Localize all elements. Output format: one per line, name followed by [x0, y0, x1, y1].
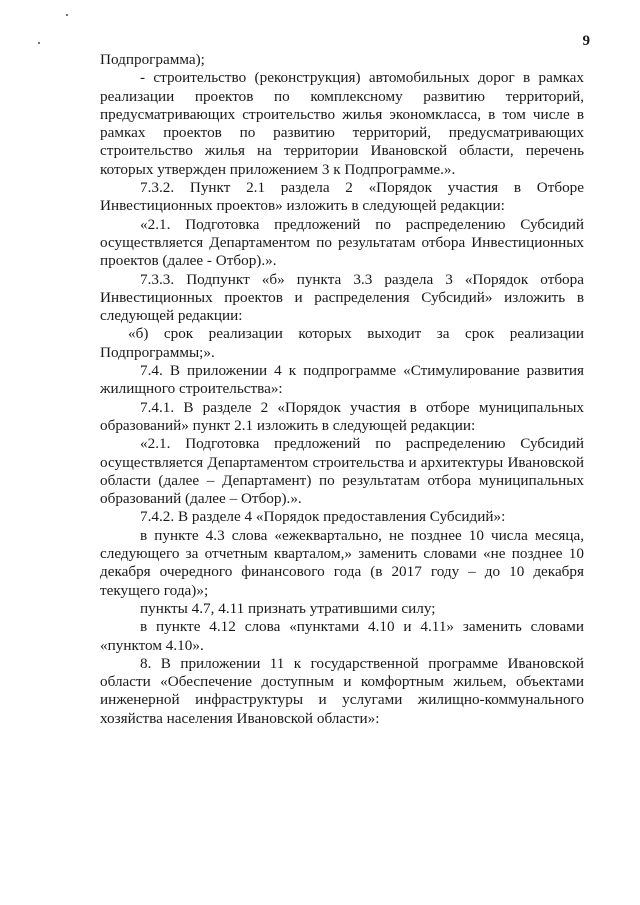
document-body — [100, 51, 584, 728]
paragraph: пункты 4.7, 4.11 признать утратившими силу; — [140, 599, 436, 617]
paragraph: - строительство (реконструкция) автомобильных дорог в рамках реализации проектов по комплексному развитию территорий, предусматривающих строительство жилья экономкласса, в том числе в рамках проектов по развитию территорий, предусматривающих строительство жилья на территории Ивановской области, перечень которых утвержден приложением 3 к Подпрограмме.». — [100, 69, 584, 178]
paragraph: 7.4. В приложении 4 к подпрограмме «Стимулирование развития жилищного строительства»: — [100, 362, 584, 398]
paragraph: 7.3.3. Подпункт «б» пункта 3.3 раздела 3 «Порядок отбора Инвестиционных проектов и распределения Субсидий» изложить в следующей редакции: — [100, 270, 584, 325]
paragraph: в пункте 4.12 слова «пунктами 4.10 и 4.11» заменить словами «пунктом 4.10». — [100, 618, 584, 654]
paragraph: 7.4.2. В разделе 4 «Порядок предоставления Субсидий»: — [140, 508, 506, 526]
scan-speck — [38, 42, 40, 44]
page-number: 9 — [582, 33, 590, 49]
paragraph: в пункте 4.3 слова «ежеквартально, не позднее 10 числа месяца, следующего за отчетным кварталом,» заменить словами «не позднее 10 декабря очередного финансового года (в 2017 году – до 10 декабря текущего года)»; — [100, 526, 584, 599]
paragraph: «2.1. Подготовка предложений по распределению Субсидий осуществляется Департаментом по результатам отбора Инвестиционных проектов (далее - Отбор).». — [100, 215, 584, 270]
paragraph: 8. В приложении 11 к государственной программе Ивановской области «Обеспечение доступным и комфортным жильем, объектами инженерной инфраструктуры и услугами жилищно-коммунального хозяйства населения Ивановской области»: — [100, 654, 584, 727]
scan-speck — [66, 14, 68, 16]
paragraph: 7.3.2. Пункт 2.1 раздела 2 «Порядок участия в Отборе Инвестиционных проектов» изложить в следующей редакции: — [100, 179, 584, 215]
paragraph: «2.1. Подготовка предложений по распределению Субсидий осуществляется Департаментом строительства и архитектуры Ивановской области (далее – Департамент) по результатам отбора муниципальных образований (далее – Отбор).». — [100, 435, 584, 508]
paragraph: Подпрограмма); — [100, 51, 205, 68]
paragraph: «б) срок реализации которых выходит за срок реализации Подпрограммы;». — [100, 325, 584, 361]
paragraph: 7.4.1. В разделе 2 «Порядок участия в отборе муниципальных образований» пункт 2.1 изложить в следующей редакции: — [100, 398, 584, 434]
